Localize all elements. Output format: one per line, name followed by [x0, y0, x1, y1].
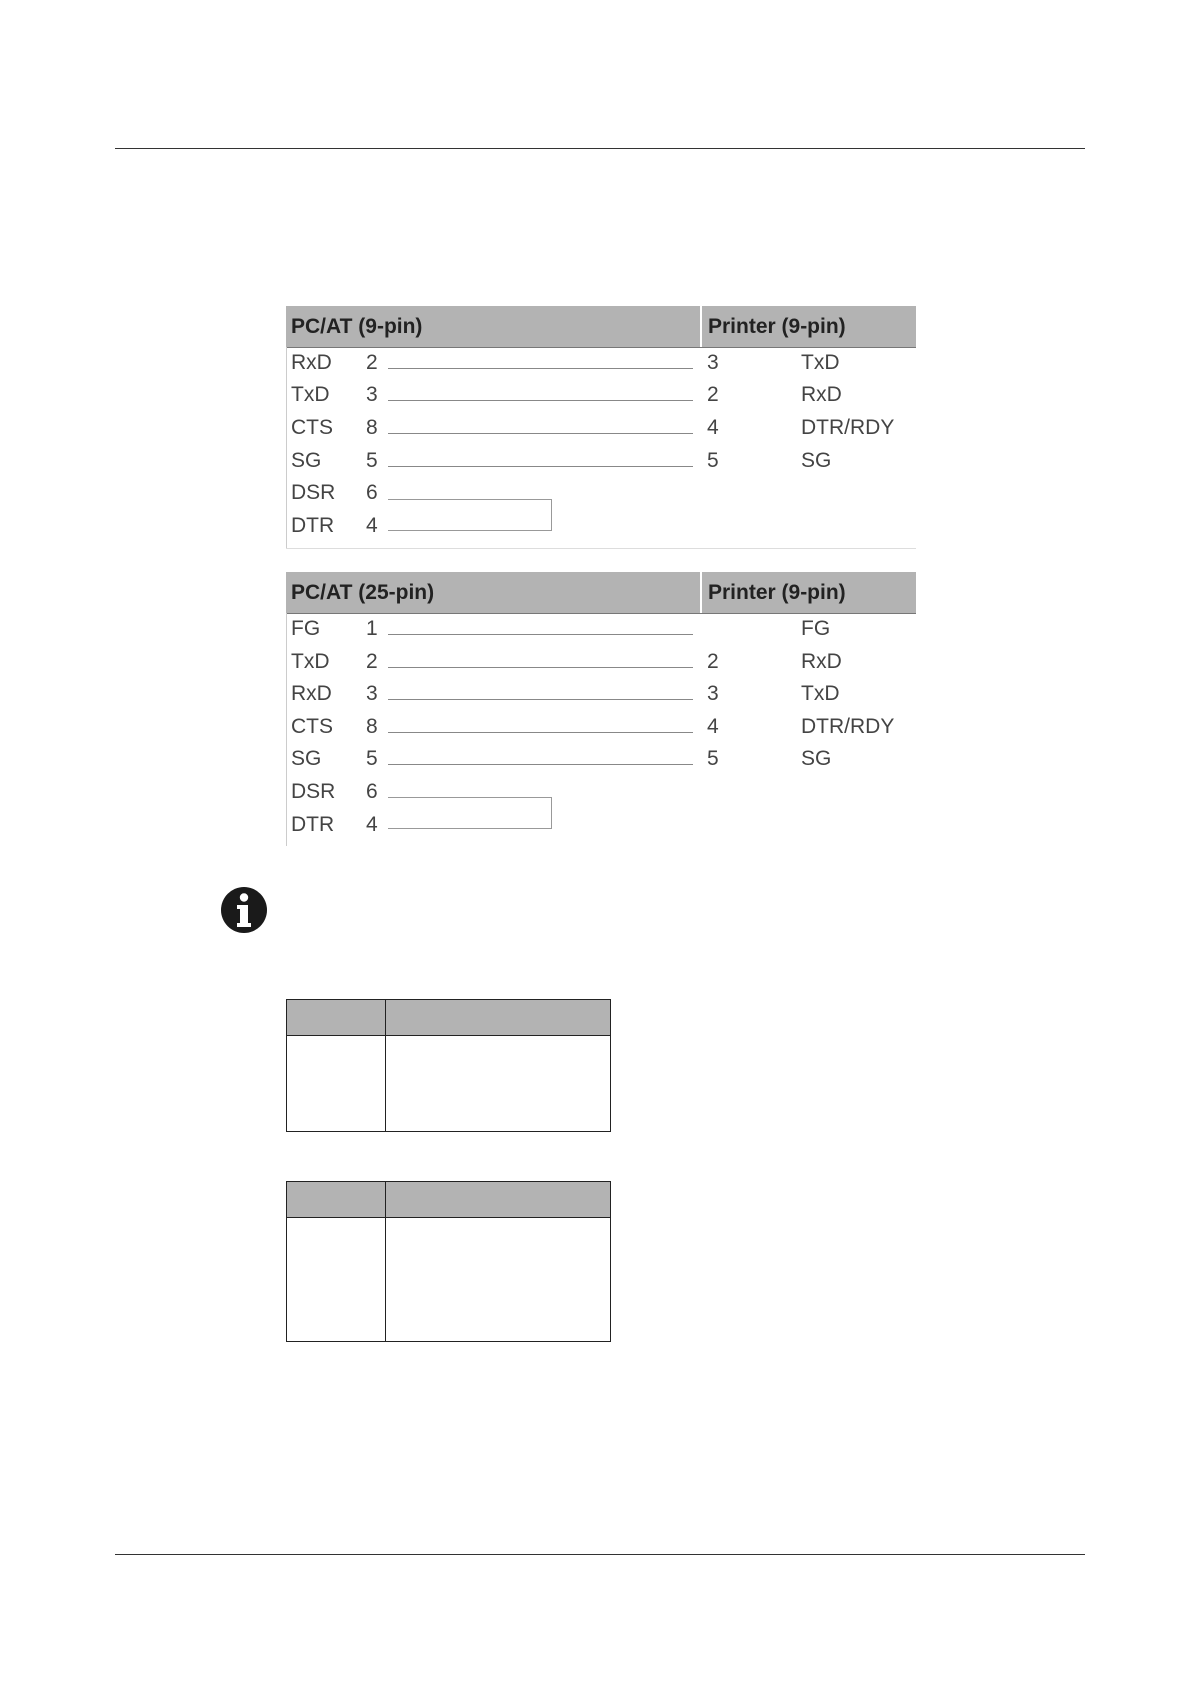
printer-pin: 4 [707, 416, 719, 439]
pc-pin: 3 [366, 682, 378, 705]
pc-signal: SG [291, 449, 322, 472]
diagram-header [286, 306, 916, 348]
left-edge [286, 347, 287, 548]
pc-signal: DSR [291, 780, 336, 803]
diagram-header [286, 572, 916, 614]
wiring-diagram-9pin [286, 306, 916, 548]
pc-signal: RxD [291, 351, 332, 374]
wire [388, 732, 693, 733]
pc-signal: CTS [291, 416, 333, 439]
empty-table-2 [286, 1181, 611, 1342]
empty-table-1 [286, 999, 611, 1132]
printer-pin: 5 [707, 449, 719, 472]
pc-pin: 2 [366, 650, 378, 673]
printer-pin: 2 [707, 650, 719, 673]
printer-signal: TxD [801, 682, 840, 705]
footer-rule [115, 1554, 1085, 1555]
header-pc-label: PC/AT (9-pin) [291, 315, 423, 338]
printer-signal: FG [801, 617, 831, 640]
printer-pin: 3 [707, 682, 719, 705]
wire [388, 466, 693, 467]
column-divider [385, 1000, 386, 1131]
printer-signal: RxD [801, 383, 842, 406]
printer-signal: SG [801, 449, 832, 472]
pc-pin: 4 [366, 813, 378, 836]
wire [388, 400, 693, 401]
pc-pin: 6 [366, 780, 378, 803]
pc-pin: 5 [366, 449, 378, 472]
printer-pin: 2 [707, 383, 719, 406]
wire [388, 368, 693, 369]
pc-signal: TxD [291, 383, 330, 406]
printer-signal: DTR/RDY [801, 715, 895, 738]
pc-signal: SG [291, 747, 322, 770]
dsr-dtr-loopback [388, 797, 552, 829]
column-divider [385, 1182, 386, 1341]
printer-signal: DTR/RDY [801, 416, 895, 439]
printer-pin: 4 [707, 715, 719, 738]
pc-pin: 1 [366, 617, 378, 640]
left-edge [286, 613, 287, 846]
pc-pin: 4 [366, 514, 378, 537]
printer-signal: SG [801, 747, 832, 770]
pc-signal: CTS [291, 715, 333, 738]
pc-pin: 2 [366, 351, 378, 374]
wiring-diagram-25pin [286, 572, 916, 846]
printer-pin: 3 [707, 351, 719, 374]
header-separator [700, 306, 702, 347]
table-header-row [287, 1000, 610, 1036]
pc-signal: DSR [291, 481, 336, 504]
pc-pin: 3 [366, 383, 378, 406]
pc-pin: 8 [366, 715, 378, 738]
pc-signal: DTR [291, 813, 335, 836]
pc-pin: 8 [366, 416, 378, 439]
printer-signal: RxD [801, 650, 842, 673]
printer-pin: 5 [707, 747, 719, 770]
pc-pin: 5 [366, 747, 378, 770]
header-printer-label: Printer (9-pin) [708, 581, 846, 604]
header-printer-label: Printer (9-pin) [708, 315, 846, 338]
wire [388, 433, 693, 434]
pc-signal: FG [291, 617, 321, 640]
wire [388, 634, 693, 635]
table-header-row [287, 1182, 610, 1218]
header-pc-label: PC/AT (25-pin) [291, 581, 435, 604]
diagram-bottom-edge [286, 548, 916, 549]
header-separator [700, 572, 702, 613]
dsr-dtr-loopback [388, 499, 552, 531]
header-rule [115, 148, 1085, 149]
info-icon [220, 886, 268, 934]
printer-signal: TxD [801, 351, 840, 374]
pc-signal: DTR [291, 514, 335, 537]
wire [388, 667, 693, 668]
pc-signal: TxD [291, 650, 330, 673]
wire [388, 764, 693, 765]
wire [388, 699, 693, 700]
pc-pin: 6 [366, 481, 378, 504]
pc-signal: RxD [291, 682, 332, 705]
